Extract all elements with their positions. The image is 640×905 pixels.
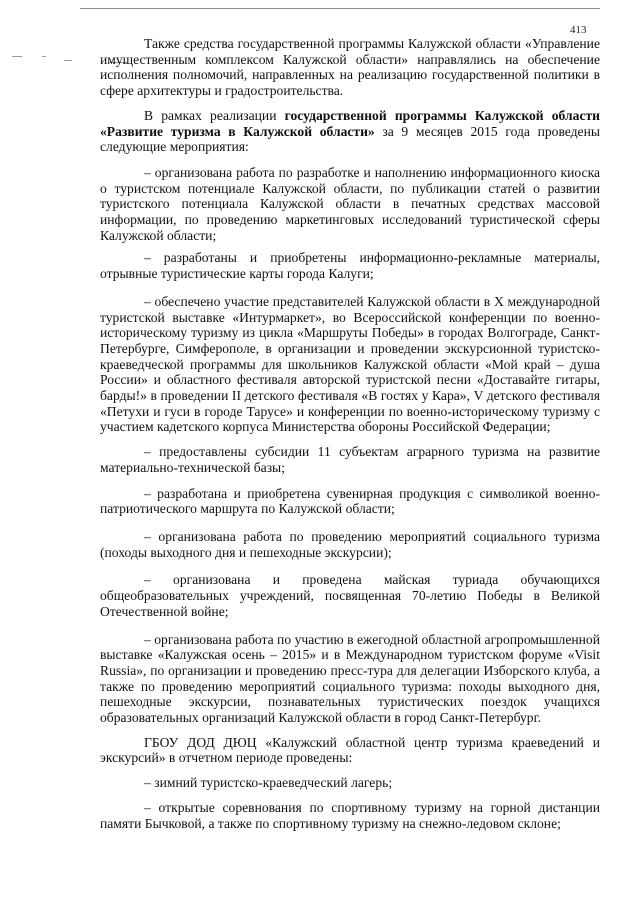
tourism-program-suffix: за 9 месяцев 2015 года проведены следующие мероприятия:: [100, 123, 600, 155]
list-item-may-touriada: – организована и проведена майская туриада обучающихся общеобразовательных учреждений, посвященная 70-летию Победы в Великой Отечественной войне;: [100, 572, 600, 619]
margin-scan-mark: [12, 56, 22, 57]
margin-scan-mark: [64, 60, 72, 61]
list-item-social-tourism: – организована работа по проведению мероприятий социального туризма (походы выходного дня и пешеходные экскурсии);: [100, 528, 600, 560]
list-item-info-kiosk: – организована работа по разработке и наполнению информационного киоска о туристском потенциале Калужской области, по публикации статей о развитии туристского потенциала Калужской области в печатных средствах массовой информации, по проведению маркетинговых исследований туристической сферы Калужской области;: [100, 164, 600, 243]
list-item-souvenir-products: – разработана и приобретена сувенирная продукция с символикой военно-патриотического маршрута по Калужской области;: [100, 485, 600, 517]
tourism-program-prefix: В рамках реализации: [144, 107, 285, 123]
list-item-exhibition-forum: – организована работа по участию в ежегодной областной агропромышленной выставке «Калужская осень – 2015» и в Международном туристском форуме «Visit Russia», по организации и проведению пресс-тура для делегации Изборского клуба, а также по проведению мероприятий социального туризма: походы выходного дня, пешеходные экскурсии, познавательных туристических поездок учащихся образовательных организаций Калужской области в город Санкт-Петербург.: [100, 631, 600, 726]
list-item-agro-subsidies: – предоставлены субсидии 11 субъектам аграрного туризма на развитие материально-технической базы;: [100, 444, 600, 475]
page-number: 413: [570, 24, 587, 36]
margin-scan-mark: [42, 56, 46, 57]
paragraph-property-program: Также средства государственной программы Калужской области «Управление имущественным комплексом Калужской области» направлялись на обеспечение исполнения полномочий, направленных на реализацию государственной политики в сфере архитектуры и градостроительства.: [100, 36, 600, 99]
list-item-competitions: – открытые соревнования по спортивному туризму на горной дистанции памяти Бычковой, а также по спортивному туризму на снежно-ледовом склоне;: [100, 799, 600, 831]
tourism-program-title: государственной программы Калужской области «Развитие туризма в Калужской области»: [100, 107, 600, 139]
paragraph-tourism-program: [100, 108, 600, 155]
top-rule-line: [80, 8, 600, 9]
list-item-exhibitions-participation: – обеспечено участие представителей Калужской области в Х международной туристской выставке «Интурмаркет», во Всероссийской конференции по военно-историческому туризму из цикла «Маршруты Победы» в городах Волгограде, Санкт-Петербурге, Симферополе, в организации и проведении экскурсионной туристско-краеведческой программы для школьников Калужской области «Мой край – душа России» и областного фестиваля авторской туристской песни «Доставайте гитары, барды!» в проведении II детского фестиваля «В гостях у Кара», V детского фестиваля «Петухи и гуси в городе Тарусе» и конференции по военно-историческому туризму с участием кадетского корпуса Министерства обороны Российской Федерации;: [100, 293, 600, 435]
document-body: [100, 36, 600, 831]
list-item-advertising-materials: – разработаны и приобретены информационно-рекламные материалы, отрывные туристические карты города Калуги;: [100, 250, 600, 282]
list-item-winter-camp: – зимний туристско-краеведческий лагерь;: [144, 775, 393, 791]
paragraph-tourism-center: ГБОУ ДОД ДЮЦ «Калужский областной центр туризма краеведений и экскурсий» в отчетном периоде проведены:: [100, 734, 600, 766]
